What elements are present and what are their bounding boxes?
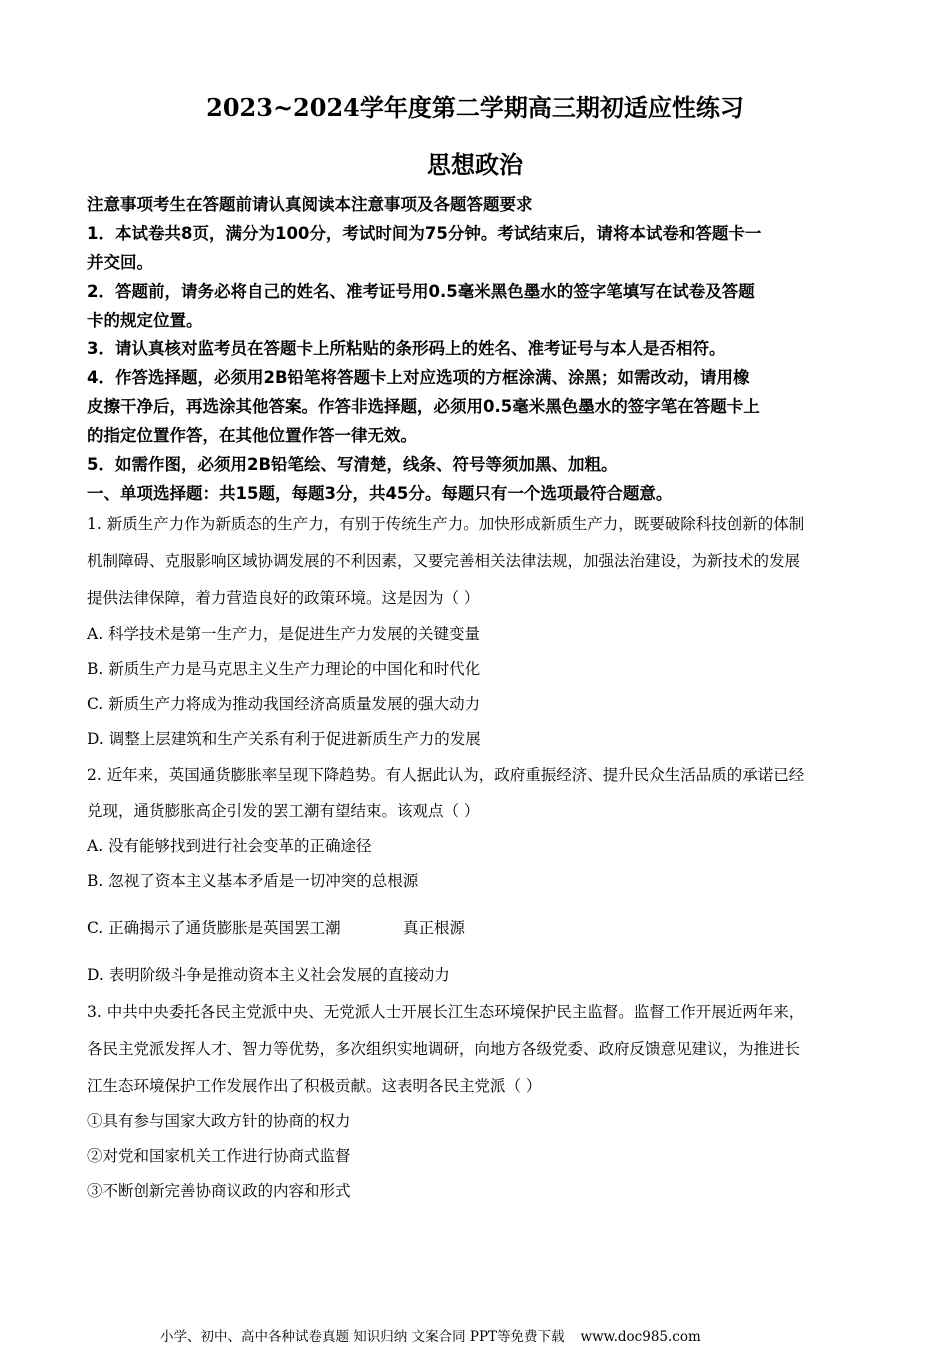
notice-line: 1．本试卷共8页，满分为100分，考试时间为75分钟。考试结束后，请将本试卷和答题卡一 <box>87 224 762 243</box>
notice-line: 5．如需作图，必须用2B铅笔绘、写清楚，线条、符号等须加黑、加粗。 <box>87 455 618 474</box>
notice-line: 3．请认真核对监考员在答题卡上所粘贴的条形码上的姓名、准考证号与本人是否相符。 <box>87 339 726 358</box>
notice-line: 并交回。 <box>87 253 153 272</box>
section-heading: 一、单项选择题：共15题，每题3分，共45分。每题只有一个选项最符合题意。 <box>87 484 673 503</box>
question-2-option-b: B. 忽视了资本主义基本矛盾是一切冲突的总根源 <box>87 872 419 890</box>
question-3-stem: 3. 中共中央委托各民主党派中央、无党派人士开展长江生态环境保护民主监督。监督工作开展近两年来， <box>87 1003 805 1021</box>
question-1-option-b: B. 新质生产力是马克思主义生产力理论的中国化和时代化 <box>87 660 481 678</box>
notice-line: 4．作答选择题，必须用2B铅笔将答题卡上对应选项的方框涂满、涂黑；如需改动，请用橡 <box>87 368 750 387</box>
question-1-option-d: D. 调整上层建筑和生产关系有利于促进新质生产力的发展 <box>87 730 481 748</box>
question-1-option-c: C. 新质生产力将成为推动我国经济高质量发展的强大动力 <box>87 695 481 713</box>
question-3-stem: 各民主党派发挥人才、智力等优势，多次组织实地调研，向地方各级党委、政府反馈意见建议，为推进长 <box>87 1040 801 1058</box>
question-1-option-a: A. 科学技术是第一生产力，是促进生产力发展的关键变量 <box>87 625 481 643</box>
notice-line: 皮擦干净后，再选涂其他答案。作答非选择题，必须用0.5毫米黑色墨水的签字笔在答题卡上 <box>87 397 760 416</box>
question-2-option-a: A. 没有能够找到进行社会变革的正确途径 <box>87 837 372 855</box>
question-2-stem: 兑现，通货膨胀高企引发的罢工潮有望结束。该观点（ ） <box>87 802 480 820</box>
notice-line: 2．答题前，请务必将自己的姓名、准考证号用0.5毫米黑色墨水的签字笔填写在试卷及答题 <box>87 282 755 301</box>
footer-text: 小学、初中、高中各种试卷真题 知识归纳 文案合同 PPT等免费下载 <box>160 1329 565 1345</box>
question-3-option-2: ②对党和国家机关工作进行协商式监督 <box>87 1147 351 1165</box>
notice-line: 卡的规定位置。 <box>87 311 203 330</box>
footer-url[interactable]: www.doc985.com <box>580 1329 701 1345</box>
notice-heading: 注意事项考生在答题前请认真阅读本注意事项及各题答题要求 <box>87 195 533 214</box>
page-footer <box>160 1325 717 1345</box>
question-1-stem: 提供法律保障，着力营造良好的政策环境。这是因为（ ） <box>87 589 480 607</box>
notice-line: 的指定位置作答，在其他位置作答一律无效。 <box>87 426 417 445</box>
question-2-option-c-tail: 真正根源 <box>403 919 466 937</box>
question-2-option-d: D. 表明阶级斗争是推动资本主义社会发展的直接动力 <box>87 966 450 984</box>
exam-title: 2023~2024学年度第二学期高三期初适应性练习 <box>206 93 744 122</box>
question-3-option-1: ①具有参与国家大政方针的协商的权力 <box>87 1112 351 1130</box>
question-2-stem: 2. 近年来，英国通货膨胀率呈现下降趋势。有人据此认为，政府重振经济、提升民众生活品质的承诺已经 <box>87 766 805 784</box>
question-1-stem: 1. 新质生产力作为新质态的生产力，有别于传统生产力。加快形成新质生产力，既要破除科技创新的体制 <box>87 515 805 533</box>
question-3-stem: 江生态环境保护工作发展作出了积极贡献。这表明各民主党派（ ） <box>87 1077 542 1095</box>
question-1-stem: 机制障碍、克服影响区域协调发展的不利因素，又要完善相关法律法规，加强法治建设，为新技术的发展 <box>87 552 801 570</box>
question-2-option-c: C. 正确揭示了通货膨胀是英国罢工潮 <box>87 919 341 937</box>
subject-title: 思想政治 <box>427 150 523 179</box>
question-3-option-3: ③不断创新完善协商议政的内容和形式 <box>87 1182 351 1200</box>
